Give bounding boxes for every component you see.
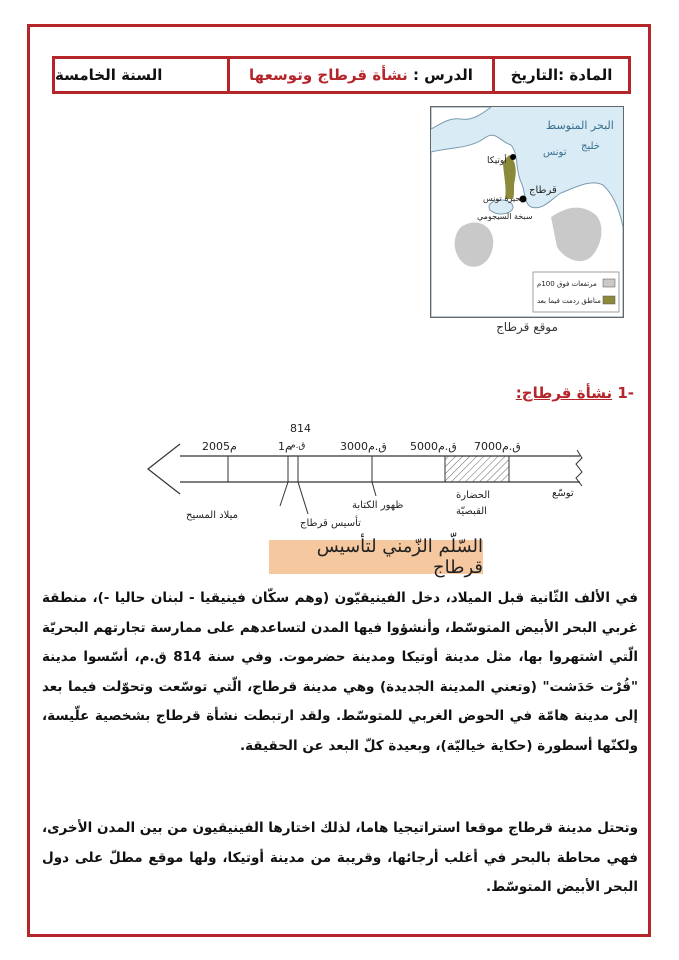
tl-label-2005: 2005م: [202, 440, 237, 453]
legend-filled-label: مناطق ردمت فيما بعد: [537, 297, 601, 305]
map-label-tunis: تونس: [543, 147, 567, 158]
map-label-sea: البحر المتوسط: [546, 119, 614, 132]
legend-relief-swatch: [603, 279, 615, 287]
map-caption: موقع قرطاج: [496, 320, 558, 334]
lesson-header: [52, 56, 631, 94]
carthage-pointer: [298, 482, 308, 514]
timeline-break: [576, 450, 582, 486]
map-label-gulf: خليج: [581, 141, 600, 152]
timeline-graphic: [140, 418, 595, 530]
paragraph-location: وتحتل مدينة قرطاج موقعا استراتيجيا هاما، لذلك اختارها الفينيقيون من بين المدن الأخرى، فهي محاطة بالبحر في أغلب أرجائها، وقريبة من مدينة أوتيكا، ولها موقع مطلّ على دول البحر الأبيض المتوسّط.: [42, 820, 638, 895]
map-graphic: [431, 107, 623, 317]
section-heading: [516, 384, 634, 402]
section-number: -1: [617, 384, 634, 402]
carthage-map: [430, 106, 624, 318]
section-title: نشأة قرطاج:: [515, 384, 613, 402]
paragraph-founding: في الألف الثّانية قبل الميلاد، دخل الفينيقيّون (وهم سكّان فينيقيا - لبنان حاليا -)، منطقة غربي البحر الأبيض المتوسّط، وأنشؤوا فيها المدن لتساعدهم على ممارسة تجارتهم البحريّة الّتي اشتهروا بها، مثل مدينة أوتيكا ومدينة حضرموت. وفي سنة 814 ق.م، أسّسوا مدينة "قُرْت حَدَشت" (وتعني المدينة الجديدة) وهي مدينة قرطاج، الّتي توسّعت وتحوّلت فيما بعد إلى مدينة هامّة في الحوض الغربي للمتوسّط. ولقد ارتبطت نشأة قرطاج بشخصية علّيسة، ولكنّها أسطورة (حكاية خياليّة)، وبعيدة كلّ البعد عن الحقيقة.: [42, 590, 638, 754]
tl-label-7000: 7000ق.م: [474, 440, 521, 453]
timeline-arrow-head: [148, 444, 180, 494]
lesson-label: الدرس :: [412, 66, 473, 84]
birth-christ-pointer: [280, 482, 288, 506]
timeline: [140, 418, 595, 530]
tl-label-civilization: الحضارة: [456, 490, 491, 501]
subject-cell: [495, 59, 628, 91]
tl-label-1: 1م: [278, 440, 292, 453]
map-label-lake: بحيرة تونس: [483, 194, 523, 203]
legend-filled-swatch: [603, 296, 615, 304]
map-label-sabkha: سبخة السيجومي: [477, 212, 533, 221]
tl-label-bc: ق.م: [290, 441, 306, 451]
map-label-carthage: قرطاج: [529, 185, 557, 196]
lesson-cell: [227, 59, 495, 91]
map-label-utica: أوتيكا: [487, 156, 507, 166]
tl-label-814: 814: [290, 422, 311, 435]
tl-label-capsian: القبصيّة: [456, 506, 487, 517]
map-legend-box: [533, 272, 619, 312]
grade-cell: [55, 59, 227, 91]
tl-label-5000: 5000ق.م: [410, 440, 457, 453]
tl-label-3000: 3000ق.م: [340, 440, 387, 453]
tl-label-birth-christ: ميلاد المسيح: [186, 510, 238, 521]
subject-label: المادة :التاريخ: [510, 66, 613, 84]
utica-marker: [510, 154, 516, 160]
legend-relief-label: مرتفعات فوق 100م: [537, 280, 597, 288]
tl-label-expansion: توسّع: [552, 488, 574, 499]
tl-label-founding: تأسيس قرطاج: [300, 518, 361, 529]
writing-pointer: [372, 482, 376, 496]
tl-label-writing: ظهور الكتابة: [352, 500, 404, 511]
capsian-period: [445, 456, 509, 482]
lesson-title: نشأة قرطاج وتوسعها: [249, 66, 408, 84]
grade-label: السنة الخامسة: [55, 66, 163, 84]
timeline-title-banner: السّلّم الزّمني لتأسيس قرطاج: [269, 540, 483, 574]
